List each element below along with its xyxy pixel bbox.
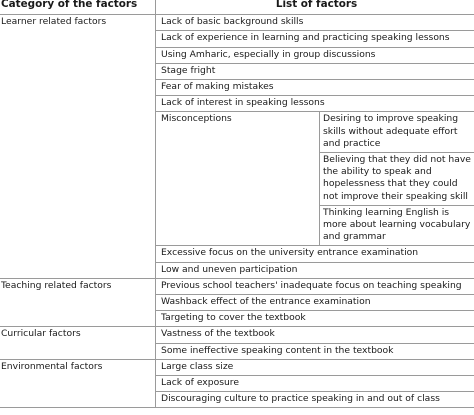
category-teaching: Teaching related factors bbox=[0, 278, 156, 327]
factor-cell: Lack of experience in learning and practicing speaking lessons bbox=[156, 31, 474, 47]
factor-cell: Lack of basic background skills bbox=[156, 15, 474, 31]
factor-cell: Using Amharic, especially in group discussions bbox=[156, 47, 474, 63]
subfactor-cell: Believing that they did not have the ability to speak and hopelessness that they could not improve their speaking skill bbox=[320, 153, 474, 206]
misconceptions-cell: Misconceptions bbox=[156, 112, 320, 246]
factor-cell: Fear of making mistakes bbox=[156, 80, 474, 96]
factor-cell: Stage fright bbox=[156, 63, 474, 79]
factor-cell: Discouraging culture to practice speaking in and out of class bbox=[156, 392, 474, 408]
table-row bbox=[0, 15, 474, 31]
table-row bbox=[0, 359, 474, 375]
factor-cell: Excessive focus on the university entrance examination bbox=[156, 246, 474, 262]
table-row bbox=[0, 327, 474, 343]
factor-cell: Lack of interest in speaking lessons bbox=[156, 96, 474, 112]
category-curricular: Curricular factors bbox=[0, 327, 156, 359]
factor-cell: Low and uneven participation bbox=[156, 262, 474, 278]
subfactor-cell: Desiring to improve speaking skills without adequate effort and practice bbox=[320, 112, 474, 153]
factor-cell: Some ineffective speaking content in the textbook bbox=[156, 343, 474, 359]
factor-cell: Previous school teachers' inadequate focus on teaching speaking bbox=[156, 278, 474, 294]
subfactor-cell: Thinking learning English is more about learning vocabulary and grammar bbox=[320, 205, 474, 246]
category-environmental: Environmental factors bbox=[0, 359, 156, 408]
factor-cell: Vastness of the textbook bbox=[156, 327, 474, 343]
table-row bbox=[0, 278, 474, 294]
header-row bbox=[0, 0, 474, 15]
header-factors: List of factors bbox=[156, 0, 474, 15]
header-category: Category of the factors bbox=[0, 0, 156, 15]
factor-cell: Lack of exposure bbox=[156, 376, 474, 392]
factor-cell: Washback effect of the entrance examination bbox=[156, 295, 474, 311]
category-learner: Learner related factors bbox=[0, 15, 156, 279]
factor-cell: Large class size bbox=[156, 359, 474, 375]
factor-cell: Targeting to cover the textbook bbox=[156, 311, 474, 327]
